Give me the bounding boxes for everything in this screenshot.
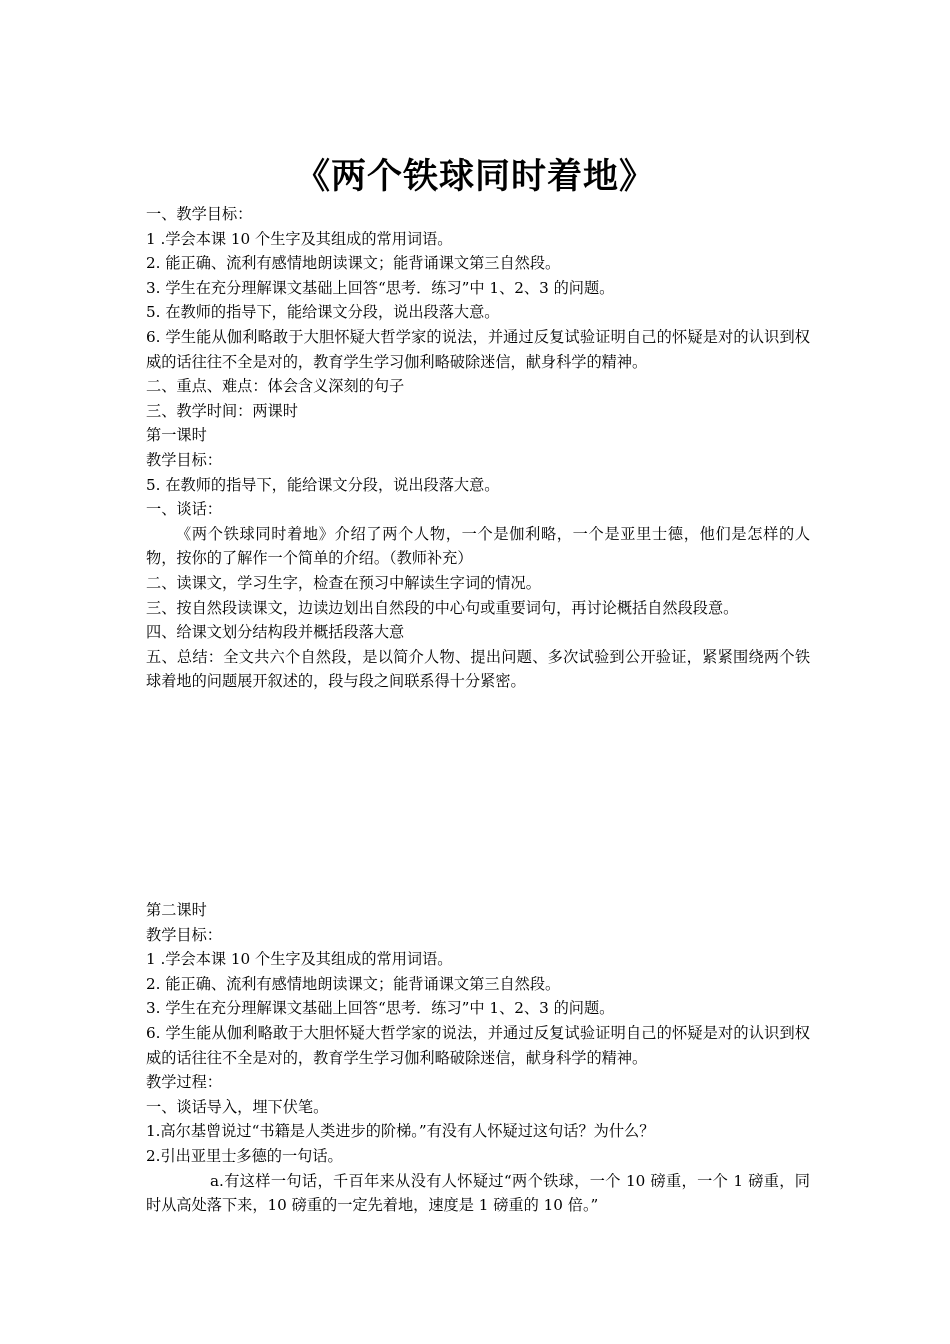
paragraph: 一、教学目标： [146, 205, 253, 223]
paragraph: 5. 在教师的指导下，能给课文分段，说出段落大意。 [146, 303, 500, 322]
intro-paragraph: 《两个铁球同时着地》介绍了两个人物，一个是伽利略，一个是亚里士德，他们是怎样的人物，按你的了解作一个简单的介绍。（教师补充） [146, 524, 810, 568]
quote-paragraph: a.有这样一句话，千百年来从没有人怀疑过“两个铁球，一个 10 磅重，一个 1 磅重，同时从高处落下来，10 磅重的一定先着地，速度是 1 磅重的 10 倍。” [146, 1171, 810, 1215]
paragraph: 2. 能正确、流利有感情地朗读课文；能背诵课文第三自然段。 [146, 974, 561, 993]
paragraph: 5. 在教师的指导下，能给课文分段，说出段落大意。 [146, 475, 500, 494]
paragraph: 二、读课文，学习生字，检查在预习中解读生字词的情况。 [146, 573, 541, 592]
second-lesson-section [146, 898, 810, 1218]
paragraph: 1 .学会本课 10 个生字及其组成的常用词语。 [146, 950, 453, 969]
paragraph: 五、总结：全文共六个自然段，是以简介人物、提出问题、多次试验到公开验证，紧紧围绕两个铁球着地的问题展开叙述的，段与段之间联系得十分紧密。 [146, 647, 810, 691]
first-lesson-section [146, 202, 810, 694]
paragraph: 四、给课文划分结构段并概括段落大意 [146, 623, 405, 642]
paragraph: 三、教学时间：两课时 [146, 401, 298, 420]
paragraph: 二、重点、难点：体会含义深刻的句子 [146, 377, 405, 396]
paragraph: 教学目标： [146, 450, 222, 469]
paragraph: 3. 学生在充分理解课文基础上回答“思考．练习”中 1、2、3 的问题。 [146, 999, 615, 1018]
paragraph: 2. 能正确、流利有感情地朗读课文；能背诵课文第三自然段。 [146, 254, 561, 273]
paragraph: 教学目标： [146, 925, 222, 944]
paragraph: 第一课时 [146, 426, 207, 445]
paragraph: 6. 学生能从伽利略敢于大胆怀疑大哲学家的说法，并通过反复试验证明自己的怀疑是对的认识到权威的话往往不全是对的，教育学生学习伽利略破除迷信，献身科学的精神。 [146, 327, 810, 371]
paragraph: 三、按自然段读课文，边读边划出自然段的中心句或重要词句，再讨论概括自然段段意。 [146, 598, 739, 617]
paragraph: 第二课时 [146, 901, 207, 919]
paragraph: 教学过程： [146, 1073, 222, 1092]
paragraph: 1 .学会本课 10 个生字及其组成的常用词语。 [146, 229, 453, 248]
paragraph: 3. 学生在充分理解课文基础上回答“思考．练习”中 1、2、3 的问题。 [146, 278, 615, 297]
paragraph: 1.高尔基曾说过“书籍是人类进步的阶梯。”有没有人怀疑过这句话？为什么？ [146, 1122, 655, 1141]
document-title: 《两个铁球同时着地》 [294, 157, 655, 197]
paragraph: 一、谈话导入，埋下伏笔。 [146, 1097, 329, 1116]
paragraph: 6. 学生能从伽利略敢于大胆怀疑大哲学家的说法，并通过反复试验证明自己的怀疑是对的认识到权威的话往往不全是对的，教育学生学习伽利略破除迷信，献身科学的精神。 [146, 1023, 810, 1067]
paragraph: 一、谈话： [146, 500, 222, 519]
paragraph: 2.引出亚里士多德的一句话。 [146, 1146, 343, 1165]
